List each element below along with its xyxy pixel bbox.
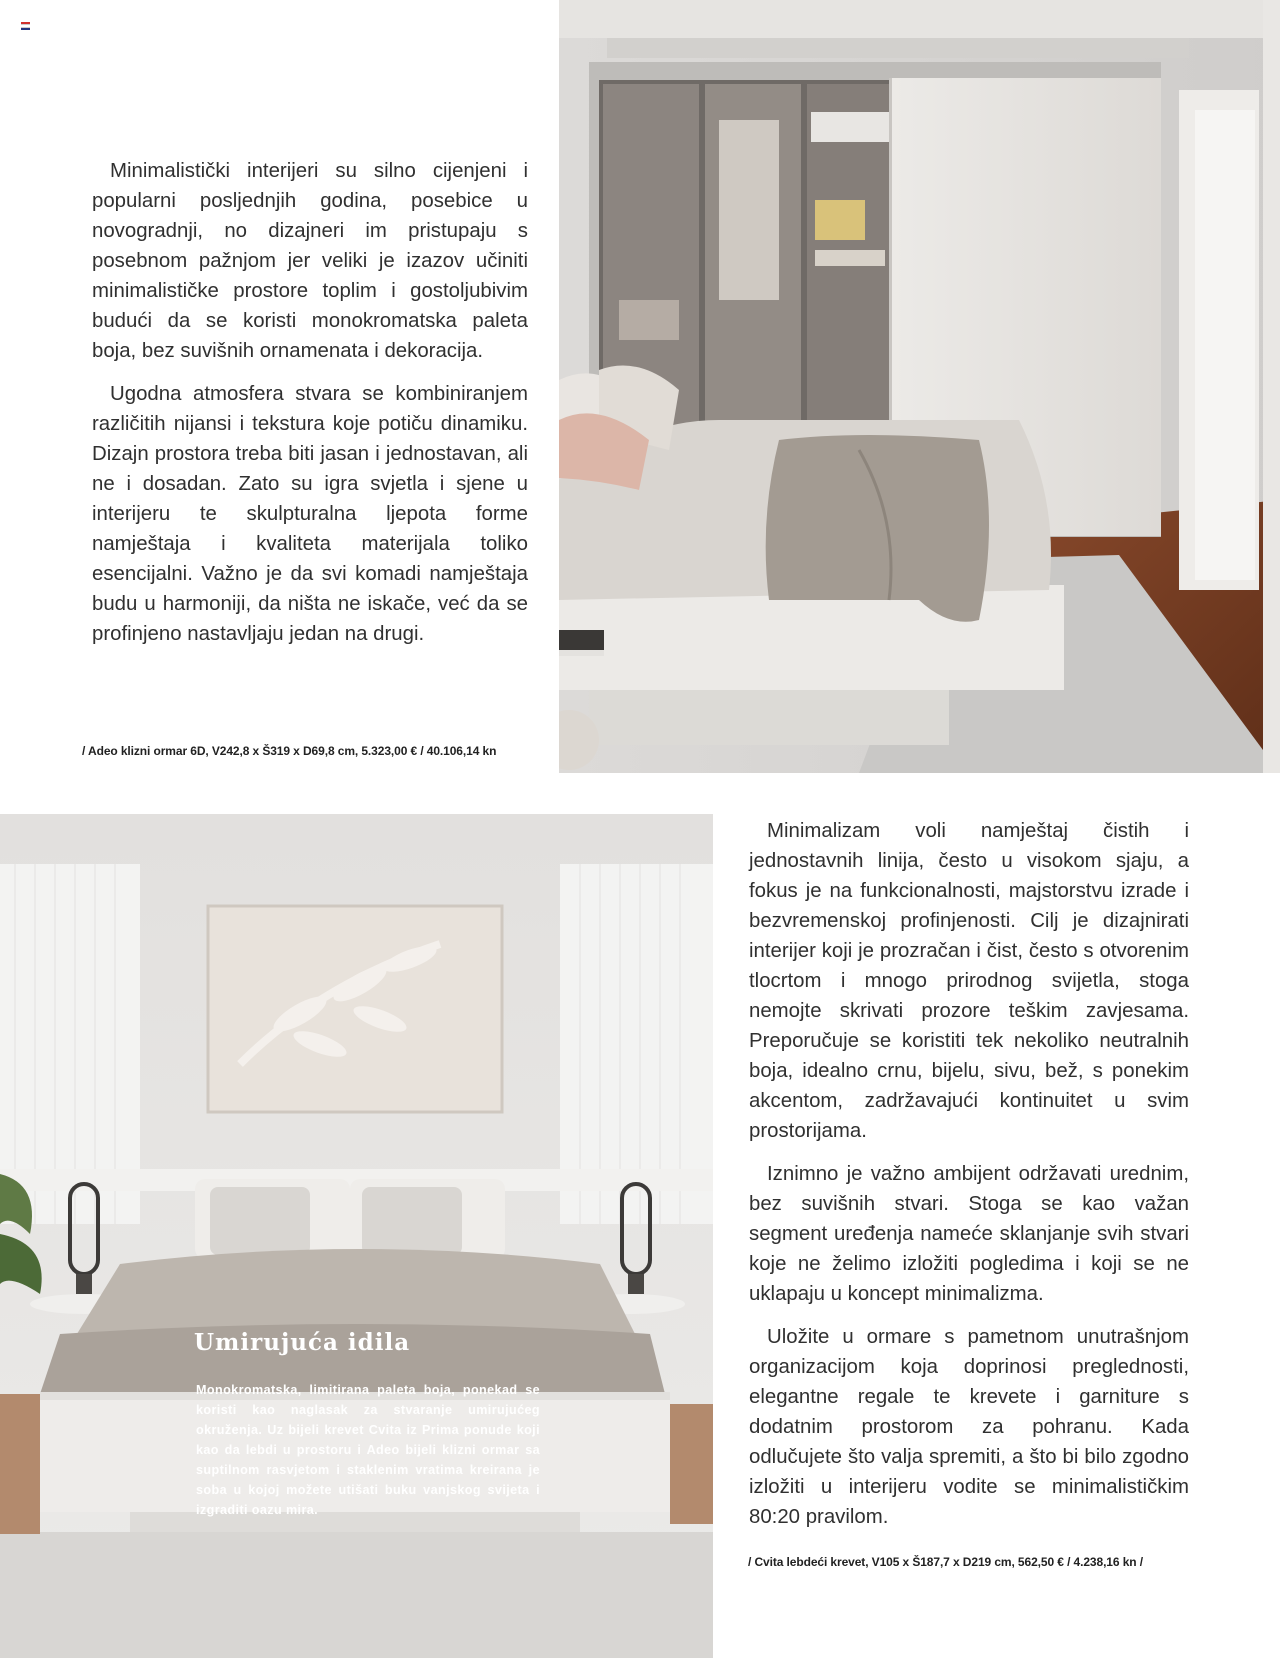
floating-bed-photo <box>0 814 713 1658</box>
paragraph: Ugodna atmosfera stvara se kombiniranjem različitih nijansi i tekstura koje potiču dinamiku. Dizajn prostora treba biti jasan i jednostavan, ali ne i dosadan. Zato su igra svjetla i sjene u interijeru te skulpturalna ljepota forme namještaja i kvaliteta materijala toliko esencijalni. Važno je da svi komadi namještaja budu u harmoniji, da ništa ne iskače, već da se profinjeno nastavljaju jedan na drugi. <box>92 383 528 645</box>
overlay-title: Umirujuća idila <box>194 1329 411 1356</box>
intro-text <box>92 156 528 662</box>
minimalism-text <box>749 816 1189 1545</box>
paragraph: Minimalistički interijeri su silno cijenjeni i popularni posljednjih godina, posebice u novogradnji, no dizajneri im pristupaju s posebnom pažnjom jer veliki je izazov učiniti minimalističke prostore toplim i gostoljubivim budući da se koristi monokromatska paleta boja, bez suvišnih ornamenata i dekoracija. <box>92 160 528 362</box>
paragraph: Uložite u ormare s pametnom unutrašnjom organizacijom koja doprinosi preglednosti, elegantne regale te krevete i garniture s dodatnim prostorom za pohranu. Kada odlučujete što valja spremiti, a što bi bilo zgodno izložiti u interijeru vodite se minimalističkim 80:20 pravilom. <box>749 1326 1189 1528</box>
wardrobe-photo <box>559 0 1280 773</box>
wardrobe-caption: / Adeo klizni ormar 6D, V242,8 x Š319 x D69,8 cm, 5.323,00 € / 40.106,14 kn <box>82 744 497 758</box>
paragraph: Minimalizam voli namještaj čistih i jednostavnih linija, često u visokom sjaju, a fokus je na funkcionalnosti, majstorstvu izrade i bezvremenskoj profinjenosti. Cilj je dizajnirati interijer koji je prozračan i čist, često s otvorenim tlocrtom i mnogo prirodnog svijetla, stoga nemojte skrivati prozore teškim zavjesama. Preporučuje se koristiti tek nekoliko neutralnih boja, idealno crnu, bijelu, sivu, bež, s ponekim akcentom, zadržavajući kontinuitet u svim prostorijama. <box>749 820 1189 1142</box>
paragraph: Iznimno je važno ambijent održavati urednim, bez suvišnih stvari. Stoga se kao važan segment uređenja nameće sklanjanje svih stvari koje ne želimo izložiti pogledima i koji se ne uklapaju u koncept minimalizma. <box>749 1163 1189 1305</box>
bed-caption: / Cvita lebdeći krevet, V105 x Š187,7 x D219 cm, 562,50 € / 4.238,16 kn / <box>748 1555 1143 1569</box>
croatian-flag-icon <box>21 22 30 28</box>
overlay-text: Monokromatska, limitirana paleta boja, ponekad se koristi kao naglasak za stvaranje umirujućeg okruženja. Uz bijeli krevet Cvita iz Prima ponude koji kao da lebdi u prostoru i Adeo bijeli klizni ormar sa suptilnom rasvjetom i staklenim vratima kreirana je soba u kojoj možete utišati buku vanjskog svijeta i izgraditi oazu mira. <box>196 1383 540 1517</box>
